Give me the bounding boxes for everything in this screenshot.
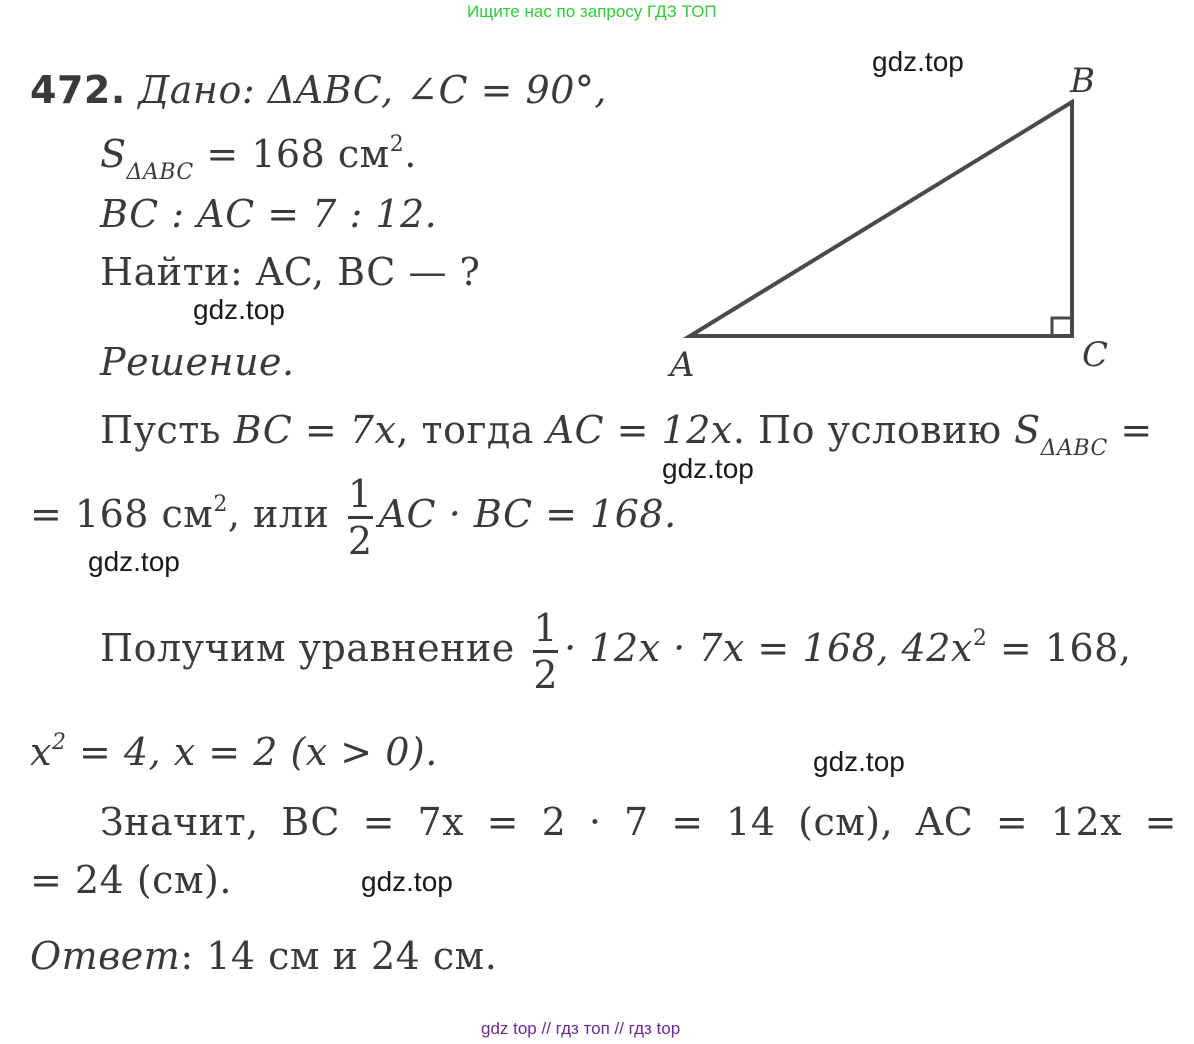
given-text: : ΔABC, ∠C = 90°, [241,68,607,112]
fraction-numerator: 1 [347,472,373,516]
step1-text-a: Пусть [100,408,234,452]
step1-text-c: , тогда [396,408,547,452]
solution-step-4 [30,730,438,774]
area-end: . [404,132,417,176]
answer-text: : 14 см и 24 см. [180,934,498,978]
step2-text-b: , или [227,492,342,536]
step1-text-e: . По условию [732,408,1015,452]
watermark: gdz.top [88,546,180,577]
step1-text-d: AC = 12x [546,408,733,452]
vertex-label-c: C [1082,335,1109,375]
step1-text-b: BC = 7x [233,408,397,452]
solution-step-3 [100,608,1131,695]
watermark: gdz.top [872,46,964,77]
step3-text-a: Получим уравнение [100,626,528,670]
step1-text-g: = [1107,408,1153,452]
footer-links[interactable]: gdz top // гдз топ // гдз top [481,1019,681,1038]
fraction-numerator: 1 [533,606,559,650]
answer-line [30,934,497,978]
solution-step-6: = 24 (см). [30,858,232,902]
vertex-label-b: B [1070,61,1095,101]
fraction-denominator: 2 [533,653,559,697]
given-line [30,68,607,112]
fraction-denominator: 2 [347,519,373,563]
step4-text-a: x [30,730,52,774]
solution-step-1 [100,408,1153,461]
area-symbol: S [100,132,127,176]
answer-label: Ответ [30,934,181,978]
problem-number: 472. [30,68,126,112]
area-value: = 168 см [193,132,390,176]
triangle-abc [690,102,1072,336]
step2-text-c: AC · BC = 168. [378,492,677,536]
step1-area-symbol: S [1014,408,1041,452]
given-area [100,132,417,185]
watermark: gdz.top [813,746,905,777]
triangle-diagram [640,60,1140,390]
solution-step-2 [30,474,677,561]
step3-text-c: = 168, [987,626,1132,670]
area-superscript: 2 [389,132,405,157]
find-line: Найти: AC, BC — ? [100,250,481,294]
fraction-one-half [348,474,373,561]
step3-text-b: · 12x · 7x = 168, 42x [564,626,973,670]
step3-superscript: 2 [972,626,988,651]
solution-step-5: Значит, BC = 7x = 2 · 7 = 14 (см), AC = 12x = [100,800,1177,844]
step2-superscript: 2 [213,492,228,517]
fraction-one-half [533,608,558,695]
step1-area-subscript: ΔABC [1040,436,1108,461]
given-label: Дано [138,68,242,112]
top-banner: Ищите нас по запросу ГДЗ ТОП [467,2,717,21]
area-subscript: ΔABC [126,160,194,185]
step4-text-b: = 4, x = 2 (x > 0). [66,730,438,774]
solution-label: Решение. [100,340,295,384]
given-ratio: BC : AC = 7 : 12. [100,192,438,236]
watermark: gdz.top [361,866,453,897]
watermark: gdz.top [193,294,285,325]
step4-superscript: 2 [51,730,67,755]
right-angle-mark [1052,318,1072,336]
vertex-label-a: A [670,345,695,385]
watermark: gdz.top [662,453,754,484]
step2-text-a: = 168 см [30,492,214,536]
